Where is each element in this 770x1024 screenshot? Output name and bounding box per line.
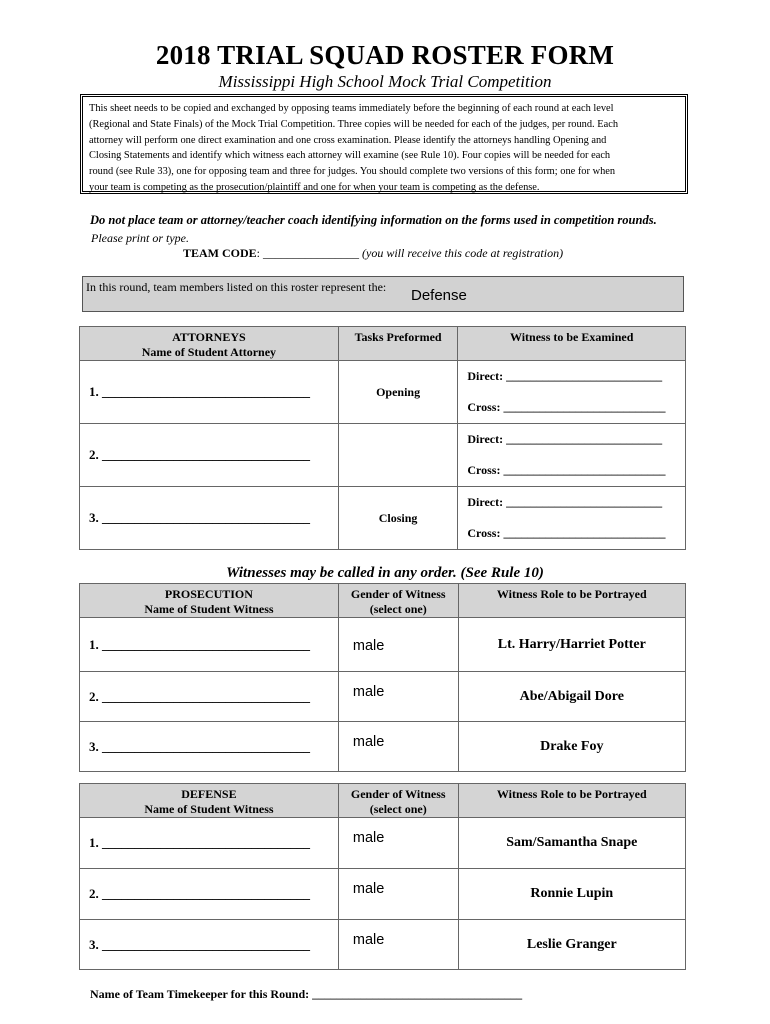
- gender-select[interactable]: male: [338, 920, 458, 970]
- attorneys-header-row: [80, 327, 686, 361]
- table-row: [80, 618, 686, 672]
- witness-name-field[interactable]: 3. ________________________________: [80, 722, 339, 772]
- witness-examined-cell: [458, 487, 686, 550]
- gender-select[interactable]: male: [338, 818, 458, 869]
- task-cell: Opening: [338, 361, 458, 424]
- table-row: [80, 487, 686, 550]
- instruction-line: round (see Rule 33), one for opposing team and three for judges. You should complete two versions of this form; one for when: [89, 166, 616, 178]
- table-row: [80, 424, 686, 487]
- attorneys-table: [79, 326, 686, 550]
- round-side-select[interactable]: Defense: [411, 287, 467, 304]
- defense-header: DEFENSE Name of Student Witness: [80, 784, 339, 818]
- round-side-label: In this round, team members listed on this roster represent the:: [86, 280, 387, 294]
- role-header: Witness Role to be Portrayed: [458, 784, 685, 818]
- instruction-line: attorney will perform one direct examination and one cross examination. Please identify the attorneys handling Opening and: [89, 134, 607, 146]
- witness-name-field[interactable]: 2. ________________________________: [80, 869, 339, 920]
- direct-field[interactable]: Direct: __________________________: [467, 369, 663, 383]
- role-cell: Abe/Abigail Dore: [458, 672, 685, 722]
- attorney-name-field[interactable]: 1. ________________________________: [80, 361, 339, 424]
- defense-header-row: [80, 784, 686, 818]
- table-row: [80, 361, 686, 424]
- round-side-box: [82, 276, 684, 312]
- prosecution-table: [79, 583, 686, 772]
- timekeeper-field[interactable]: Name of Team Timekeeper for this Round: ___________________________________: [90, 987, 523, 1001]
- prosecution-header-row: [80, 584, 686, 618]
- team-code-note: (you will receive this code at registration): [362, 246, 564, 260]
- witness-name-field[interactable]: 1. ________________________________: [80, 618, 339, 672]
- team-code-line: [183, 246, 563, 261]
- instruction-line: (Regional and State Finals) of the Mock Trial Competition. Three copies will be needed for each of the judges, per round. Each: [89, 118, 619, 130]
- direct-field[interactable]: Direct: __________________________: [467, 495, 663, 509]
- task-cell: [338, 424, 458, 487]
- gender-select[interactable]: male: [338, 869, 458, 920]
- cross-field[interactable]: Cross: ___________________________: [467, 463, 666, 477]
- task-cell: Closing: [338, 487, 458, 550]
- instruction-line: Closing Statements and identify which witness each attorney will examine (see Rule 10). Four copies will be needed for each: [89, 150, 611, 162]
- instruction-line: your team is competing as the prosecution/plaintiff and one for when your team is competing as the defense.: [89, 181, 540, 193]
- witness-name-field[interactable]: 1. ________________________________: [80, 818, 339, 869]
- gender-select[interactable]: male: [338, 722, 458, 772]
- table-row: [80, 869, 686, 920]
- form-title: 2018 TRIAL SQUAD ROSTER FORM: [155, 40, 615, 70]
- table-row: [80, 920, 686, 970]
- witness-examined-cell: [458, 361, 686, 424]
- direct-field[interactable]: Direct: __________________________: [467, 432, 663, 446]
- role-cell: Leslie Granger: [458, 920, 685, 970]
- role-header: Witness Role to be Portrayed: [458, 584, 685, 618]
- team-code-field[interactable]: : ________________: [256, 246, 363, 260]
- tasks-header: Tasks Preformed: [338, 327, 458, 361]
- gender-select[interactable]: male: [338, 672, 458, 722]
- identification-warning: Do not place team or attorney/teacher coach identifying information on the forms used in competition rounds.: [90, 213, 657, 227]
- role-cell: Ronnie Lupin: [458, 869, 685, 920]
- cross-field[interactable]: Cross: ___________________________: [467, 526, 666, 540]
- witness-name-field[interactable]: 3. ________________________________: [80, 920, 339, 970]
- table-row: [80, 818, 686, 869]
- attorneys-header: ATTORNEYS Name of Student Attorney: [80, 327, 339, 361]
- table-row: [80, 672, 686, 722]
- gender-select[interactable]: male: [338, 618, 458, 672]
- role-cell: Drake Foy: [458, 722, 685, 772]
- form-subtitle: Mississippi High School Mock Trial Competition: [218, 72, 552, 91]
- table-row: [80, 722, 686, 772]
- defense-table: [79, 783, 686, 970]
- role-cell: Sam/Samantha Snape: [458, 818, 685, 869]
- gender-header: Gender of Witness (select one): [338, 784, 458, 818]
- witness-examined-cell: [458, 424, 686, 487]
- witness-name-field[interactable]: 2. ________________________________: [80, 672, 339, 722]
- team-code-label: TEAM CODE: [183, 246, 257, 260]
- cross-field[interactable]: Cross: ___________________________: [467, 400, 666, 414]
- prosecution-header: PROSECUTION Name of Student Witness: [80, 584, 339, 618]
- witness-examined-header: Witness to be Examined: [458, 327, 686, 361]
- role-cell: Lt. Harry/Harriet Potter: [458, 618, 685, 672]
- instructions-box: [80, 94, 688, 194]
- gender-header: Gender of Witness (select one): [338, 584, 458, 618]
- witness-order-heading: Witnesses may be called in any order. (See Rule 10): [226, 565, 544, 581]
- print-note: Please print or type.: [91, 231, 189, 245]
- instruction-line: This sheet needs to be copied and exchanged by opposing teams immediately before the beginning of each round at each level: [89, 103, 614, 114]
- attorney-name-field[interactable]: 2. ________________________________: [80, 424, 339, 487]
- attorney-name-field[interactable]: 3. ________________________________: [80, 487, 339, 550]
